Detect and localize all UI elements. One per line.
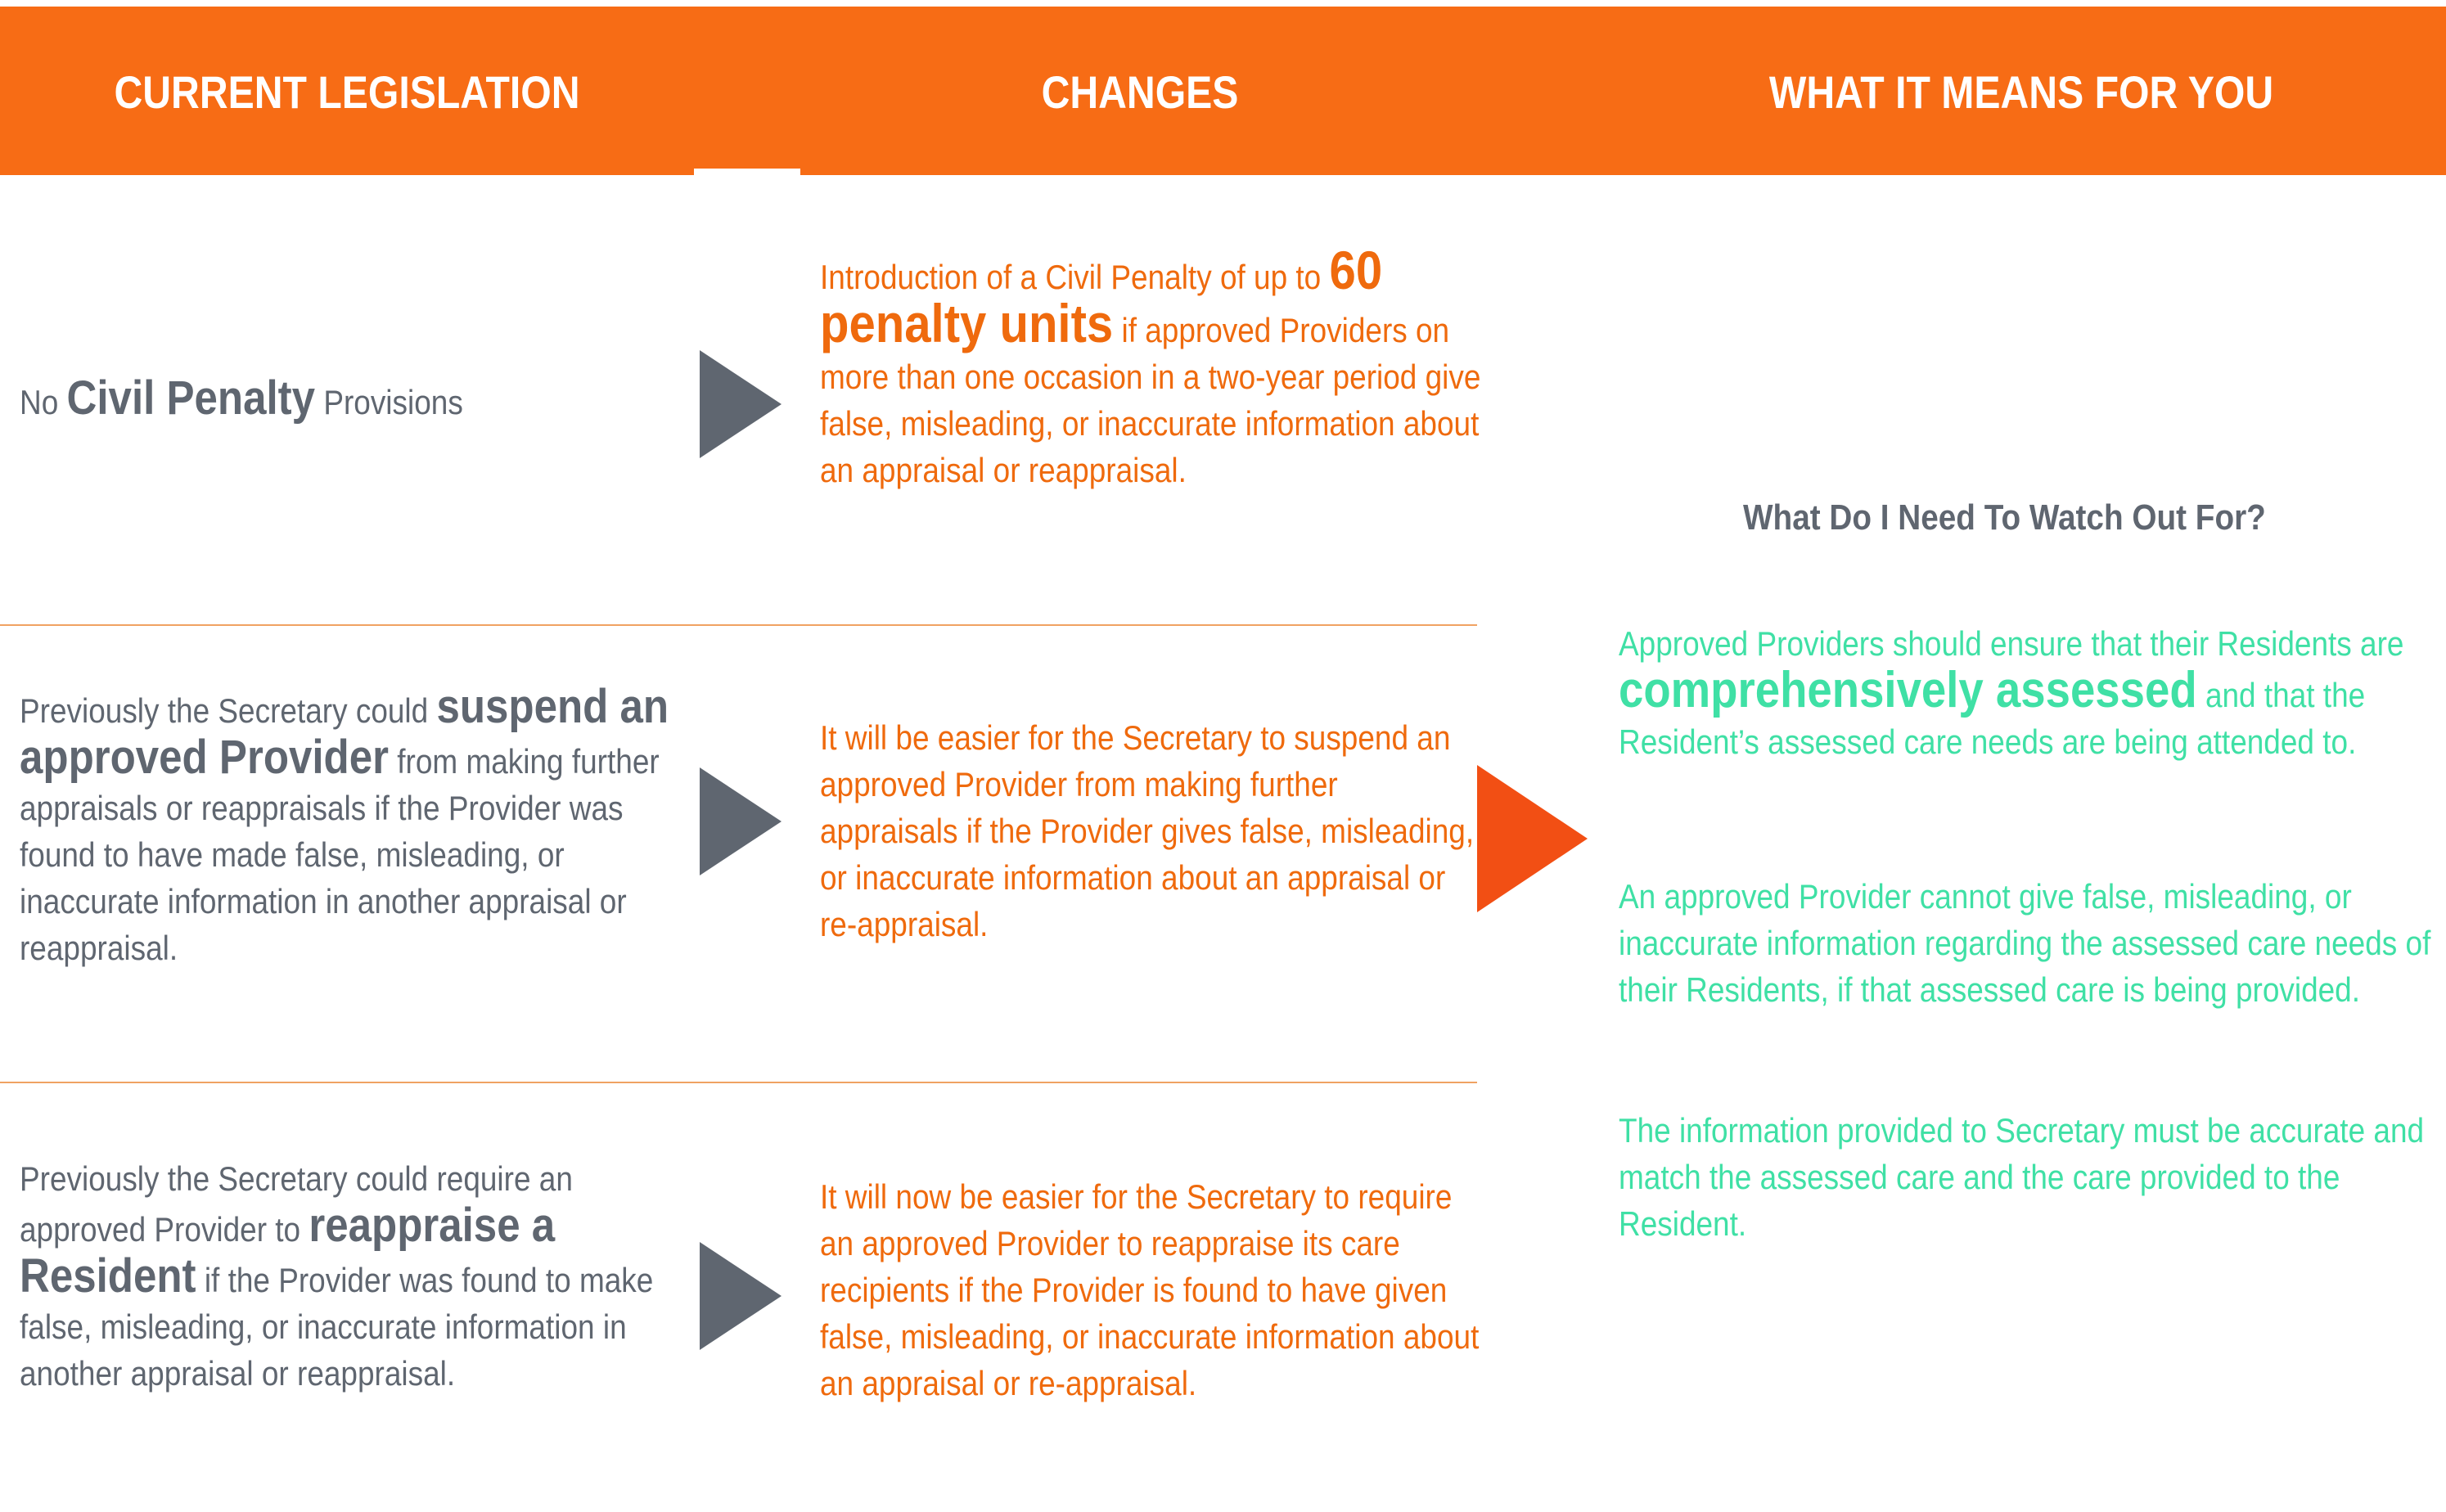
meaning-p3: The information provided to Secretary must be accurate and match the assessed care and the care provided to the Resident.	[1619, 1111, 2425, 1243]
meaning-p1	[1619, 620, 2446, 765]
arrow-right-icon	[700, 1242, 782, 1350]
row1-current-post: Provisions	[315, 383, 463, 421]
arrow-right-icon	[700, 350, 782, 458]
row3-change: It will now be easier for the Secretary to require an approved Provider to reappraise its care recipients if the Provider is found to have given false, misleading, or inaccurate information about an appraisal or re-appraisal.	[820, 1177, 1480, 1402]
meaning-p2: An approved Provider cannot give false, misleading, or inaccurate information regarding the assessed care needs of their Residents, if that assessed care is being provided.	[1619, 877, 2431, 1009]
row2-change: It will be easier for the Secretary to suspend an approved Provider from making further appraisals if the Provider gives false, misleading, or inaccurate information about an appraisal or re-appraisal.	[820, 718, 1475, 943]
row1-change-post: if approved Providers on more than one occasion in a two-year period give false, misleading, or inaccurate information about an appraisal or reappraisal.	[820, 311, 1481, 489]
header-notch	[694, 169, 800, 175]
row-divider-2	[0, 1082, 1477, 1083]
row1-change-bold1: 60	[1329, 240, 1383, 300]
meaning-p1-post: and that the Resident’s assessed care needs are being attended to.	[1619, 676, 2366, 761]
row1-change-bold2: penalty units	[820, 293, 1114, 353]
header-changes: CHANGES	[1041, 66, 1239, 118]
row2-current-bold: suspend an approved Provider	[20, 680, 669, 784]
row3-current-pre: Previously the Secretary could require an approved Provider to	[20, 1159, 573, 1249]
row1-current-pre: No	[20, 383, 67, 421]
row3-current	[20, 1155, 668, 1397]
meaning-p1-bold: comprehensively assessed	[1619, 662, 2197, 718]
row1-change	[820, 240, 1483, 493]
row3-current-bold: reappraise a Resident	[20, 1199, 556, 1303]
row2-current-pre: Previously the Secretary could	[20, 691, 437, 730]
arrow-right-large-icon	[1477, 765, 1588, 912]
row1-current-bold: Civil Penalty	[66, 371, 316, 425]
meaning-p1-pre: Approved Providers should ensure that their Residents are	[1619, 624, 2404, 663]
row1-current	[20, 371, 660, 425]
watch-out-title: What Do I Need To Watch Out For?	[1743, 497, 2266, 538]
row2-current-post: from making further appraisals or reappraisals if the Provider was found to have made false, misleading, or inaccurate information in another appraisal or reappraisal.	[20, 742, 660, 967]
row1-change-pre: Introduction of a Civil Penalty of up to	[820, 258, 1330, 296]
row3-current-post: if the Provider was found to make false, misleading, or inaccurate information in another appraisal or reappraisal.	[20, 1261, 654, 1393]
row2-current	[20, 680, 689, 971]
header-what-it-means: WHAT IT MEANS FOR YOU	[1768, 66, 2274, 118]
arrow-right-icon	[700, 767, 782, 875]
row-divider-1	[0, 624, 1477, 626]
header-current-legislation: CURRENT LEGISLATION	[114, 66, 580, 118]
